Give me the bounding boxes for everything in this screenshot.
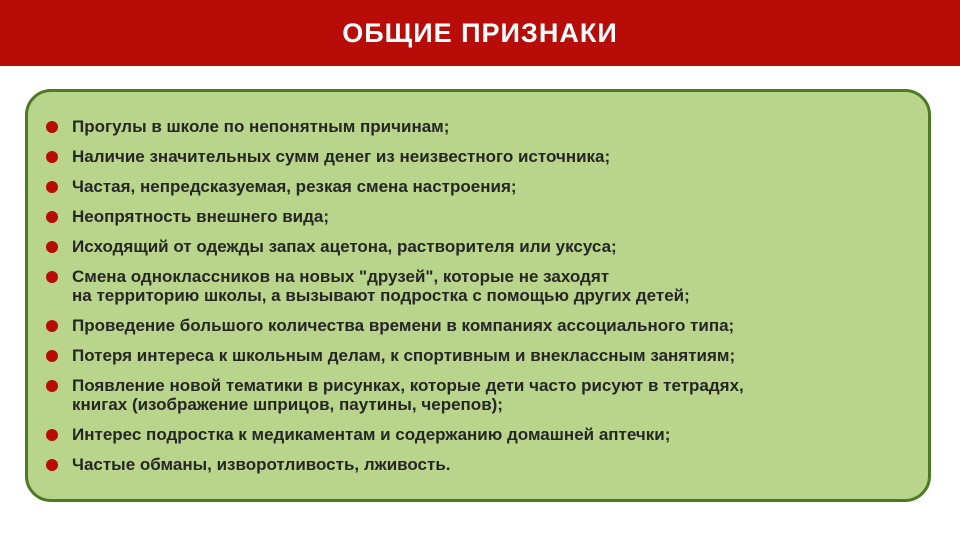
list-item [46,346,918,365]
bullet-icon [46,181,58,193]
list-item-text: на территорию школы, а вызывают подростка с помощью других детей; [72,286,690,305]
page-title: ОБЩИЕ ПРИЗНАКИ [342,17,618,48]
list-item-text: Появление новой тематики в рисунках, которые дети часто рисуют в тетрадях, [72,376,744,395]
signs-panel [25,89,931,502]
bullet-icon [46,429,58,441]
list-item [46,267,918,305]
bullet-icon [46,459,58,471]
list-item-text: книгах (изображение шприцов, паутины, черепов); [72,395,503,414]
bullet-icon [46,350,58,362]
list-item [46,177,918,196]
list-item-text: Потеря интереса к школьным делам, к спортивным и внеклассным занятиям; [72,346,736,365]
list-item [46,425,918,444]
bullet-icon [46,320,58,332]
list-item-text: Интерес подростка к медикаментам и содержанию домашней аптечки; [72,425,671,444]
signs-list [46,117,918,485]
list-item-text: Прогулы в школе по непонятным причинам; [72,117,450,136]
list-item [46,207,918,226]
bullet-icon [46,151,58,163]
list-item [46,316,918,335]
list-item-text: Исходящий от одежды запах ацетона, растворителя или уксуса; [72,237,617,256]
list-item-text: Неопрятность внешнего вида; [72,207,330,226]
list-item-text: Наличие значительных сумм денег из неизвестного источника; [72,147,611,166]
header-bar [0,0,960,66]
list-item-text: Проведение большого количества времени в компаниях ассоциального типа; [72,316,735,335]
list-item-text: Смена одноклассников на новых "друзей", которые не заходят [72,267,610,286]
list-item [46,237,918,256]
list-item [46,147,918,166]
list-item [46,117,918,136]
list-item-text: Частые обманы, изворотливость, лживость. [72,455,451,474]
list-item [46,376,918,414]
bullet-icon [46,211,58,223]
list-item [46,455,918,474]
bullet-icon [46,241,58,253]
bullet-icon [46,271,58,283]
bullet-icon [46,121,58,133]
list-item-text: Частая, непредсказуемая, резкая смена настроения; [72,177,517,196]
bullet-icon [46,380,58,392]
